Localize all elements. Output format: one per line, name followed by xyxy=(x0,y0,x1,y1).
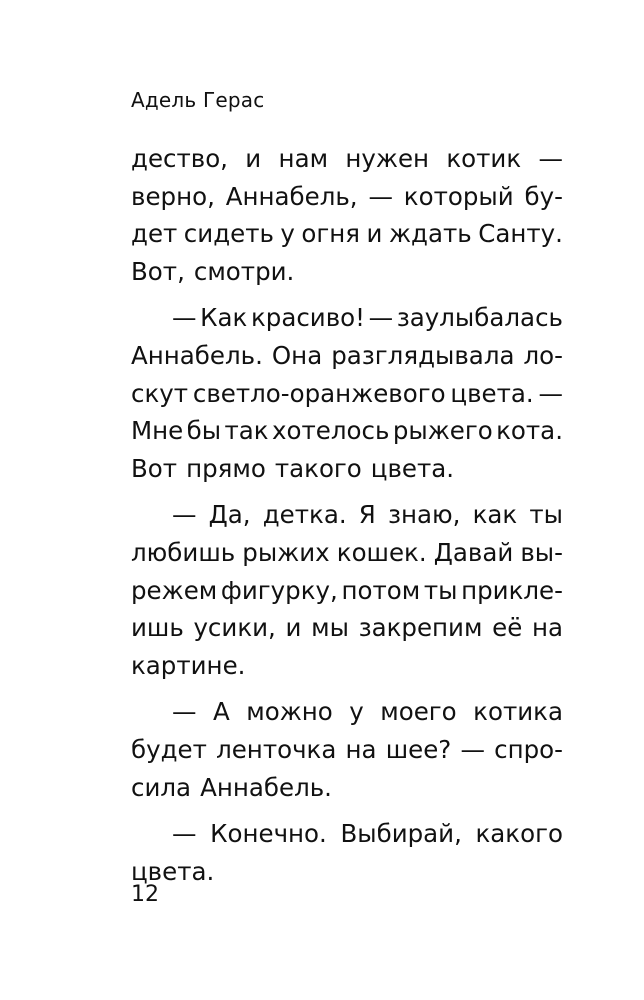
word: — xyxy=(368,181,393,211)
word: моего xyxy=(380,697,457,727)
word: — xyxy=(172,500,197,530)
word: усики, xyxy=(193,613,276,643)
word: цвета. xyxy=(450,378,534,408)
word: заулыбалась xyxy=(396,303,563,333)
text-line xyxy=(131,337,563,375)
word: Вот, xyxy=(131,256,185,286)
text-line xyxy=(131,375,563,413)
word: Мне xyxy=(131,416,184,446)
word: — xyxy=(172,819,197,849)
text-line xyxy=(131,769,563,807)
paragraph-first-line xyxy=(131,299,563,337)
text-line xyxy=(131,178,563,216)
word: котика xyxy=(473,697,563,727)
word: прикле- xyxy=(461,575,563,605)
word: на xyxy=(345,734,377,764)
word: мы xyxy=(311,613,349,643)
word: рыжего xyxy=(392,416,493,446)
word: её xyxy=(492,613,523,643)
word: разглядывала xyxy=(331,340,515,370)
word: у xyxy=(280,219,295,249)
word: котик xyxy=(446,144,522,173)
text-line xyxy=(131,412,563,450)
word: дество, xyxy=(131,144,228,173)
word: и xyxy=(285,613,302,643)
text-line xyxy=(131,731,563,769)
word: Выбирай, xyxy=(340,819,462,849)
word: такого xyxy=(274,453,362,483)
word: Санту. xyxy=(478,219,563,249)
word: вы- xyxy=(520,537,563,567)
word: у xyxy=(349,697,364,727)
word: режем xyxy=(131,575,218,605)
word: сила xyxy=(131,772,192,802)
word: ишь xyxy=(131,613,184,643)
word: красиво! xyxy=(250,303,365,333)
word: который xyxy=(403,181,514,211)
word: цвета. xyxy=(131,856,215,886)
word: Конечно. xyxy=(210,819,327,849)
word: Аннабель, xyxy=(225,181,358,211)
body-text xyxy=(131,140,563,890)
word: бы xyxy=(186,416,222,446)
word: А xyxy=(212,697,230,727)
word: Аннабель. xyxy=(131,340,263,370)
word: можно xyxy=(246,697,333,727)
paragraph-first-line xyxy=(131,693,563,731)
paragraph-first-line xyxy=(131,496,563,534)
word: — xyxy=(368,303,394,333)
word: любишь xyxy=(131,537,236,567)
text-line xyxy=(131,853,563,891)
text-line xyxy=(131,534,563,572)
word: ленточка xyxy=(216,734,337,764)
word: — xyxy=(172,303,197,333)
word: — xyxy=(172,697,197,727)
word: верно, xyxy=(131,181,215,211)
word: детка. xyxy=(262,500,347,530)
text-line xyxy=(131,450,563,488)
word: — xyxy=(538,378,563,408)
word: ждать xyxy=(388,219,472,249)
text-line xyxy=(131,215,563,253)
word: и xyxy=(366,219,383,249)
word: Как xyxy=(200,303,248,333)
word: на xyxy=(531,613,563,643)
word: дет xyxy=(131,219,178,249)
word: закрепим xyxy=(358,613,483,643)
text-line xyxy=(131,253,563,291)
word: — xyxy=(460,734,485,764)
word: прямо xyxy=(186,453,266,483)
word: будет xyxy=(131,734,207,764)
text-line xyxy=(131,609,563,647)
word: кота. xyxy=(496,416,563,446)
word: огня xyxy=(301,219,361,249)
word: шее? xyxy=(385,734,452,764)
word: знаю, xyxy=(387,500,461,530)
word: Аннабель. xyxy=(200,772,332,802)
word: скут xyxy=(131,378,189,408)
word: ты xyxy=(529,500,563,530)
word: кошек. xyxy=(336,537,427,567)
word: рыжих xyxy=(242,537,330,567)
word: как xyxy=(472,500,518,530)
word: светло-оранжевого xyxy=(192,378,446,408)
word: Она xyxy=(271,340,323,370)
word: цвета. xyxy=(370,453,455,483)
text-line xyxy=(131,572,563,610)
word: нужен xyxy=(345,144,430,173)
text-line xyxy=(131,647,563,685)
word: фигурку, xyxy=(220,575,338,605)
word: хотелось xyxy=(272,416,390,446)
word: сидеть xyxy=(183,219,274,249)
word: бу- xyxy=(524,181,563,211)
word: какого xyxy=(475,819,563,849)
word: ло- xyxy=(523,340,563,370)
word: смотри. xyxy=(193,256,295,286)
paragraph-first-line xyxy=(131,815,563,853)
word: Да, xyxy=(208,500,251,530)
word: спро- xyxy=(494,734,563,764)
text-line xyxy=(131,140,563,178)
word: так xyxy=(224,416,269,446)
word: потом xyxy=(341,575,421,605)
word: — xyxy=(538,144,563,173)
word: и xyxy=(245,144,262,173)
word: Давай xyxy=(433,537,514,567)
word: нам xyxy=(278,144,329,173)
page-number: 12 xyxy=(131,882,159,907)
word: ты xyxy=(423,575,458,605)
word: Я xyxy=(358,500,376,530)
word: Вот xyxy=(131,453,178,483)
running-head-author: Адель Герас xyxy=(131,88,265,112)
word: картине. xyxy=(131,650,246,680)
